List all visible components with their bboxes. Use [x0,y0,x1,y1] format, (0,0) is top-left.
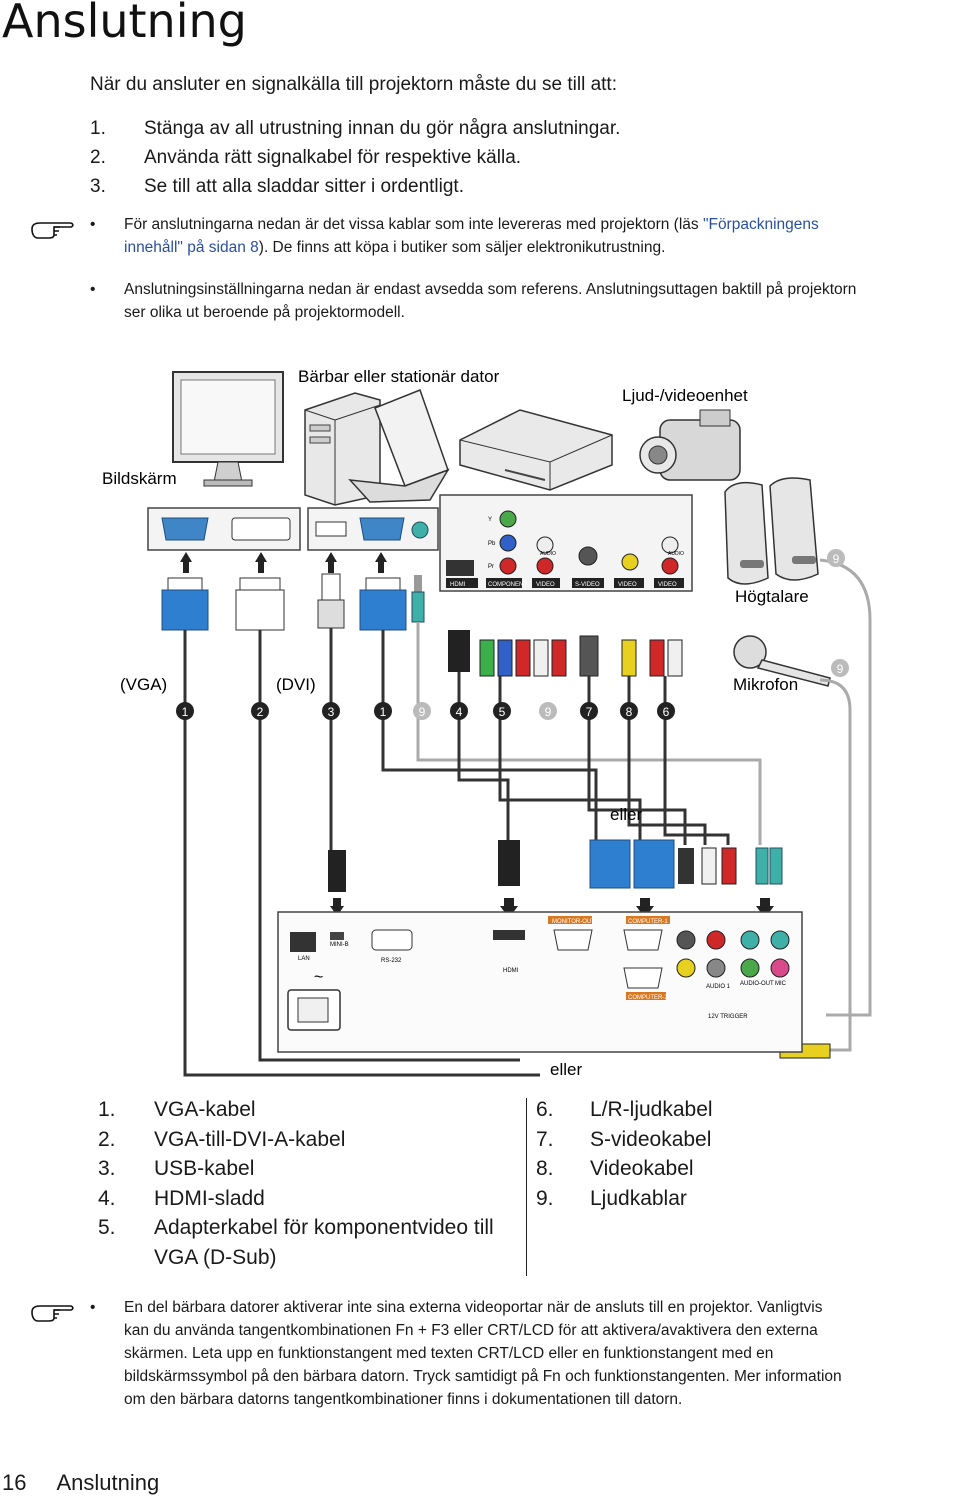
note-line: bildskärmssymbol på den bärbara datorn. Tryck samtidigt på Fn och funktionstangenten. Mer information [124,1368,842,1385]
av-ports-panel [440,495,692,591]
marker-1b: 1 [379,705,387,719]
note-line: om den bärbara datorns tangentkombinationer finns i dokumentationen till datorn. [124,1391,683,1408]
port-label-video: VIDEO [536,582,555,588]
camcorder-illustration [640,410,740,480]
marker-9b: 9 [544,705,552,719]
page-footer [2,1470,189,1496]
marker-7: 7 [585,705,593,719]
legend-number: 1. [98,1098,116,1121]
port-label-audio-out: AUDIO-OUT [740,981,774,987]
bullet-dot: • [90,281,96,298]
legend-text: S-videokabel [590,1127,712,1151]
legend-divider [526,1098,527,1276]
legend-number [98,1246,154,1276]
port-label-pr: Pr [488,564,494,570]
label-speakers: Högtalare [735,587,809,606]
legend-number: 5. [98,1216,116,1239]
marker-8: 8 [625,705,633,719]
marker-3: 3 [327,705,335,719]
legend-text: L/R-ljudkabel [590,1098,713,1121]
marker-5: 5 [498,705,506,719]
legend-text: Videokabel [590,1157,694,1180]
list-item [536,1157,836,1187]
label-dvi: (DVI) [276,675,316,694]
legend-text: VGA (D-Sub) [154,1245,277,1269]
port-label-computer-1: COMPUTER-1 [628,919,668,925]
steps-list [90,118,620,205]
marker-9-speakers: 9 [832,552,840,566]
marker-9-mic: 9 [836,662,844,676]
step-text: Använda rätt signalkabel för respektive källa. [144,147,522,168]
list-item [536,1187,836,1217]
port-label-rs232: RS-232 [381,958,402,964]
projector-rear-panel [278,912,802,1052]
list-item [98,1246,518,1276]
legend-number: 2. [98,1127,116,1151]
list-item [90,118,620,147]
note-text: ser olika ut beroende på projektormodell. [124,304,405,321]
list-item [98,1216,518,1246]
marker-1: 1 [181,705,189,719]
label-or-1: eller [610,805,643,824]
legend-number: 6. [536,1098,554,1121]
legend-number: 9. [536,1186,554,1210]
list-item [90,147,620,176]
port-label-video-3: VIDEO [658,582,677,588]
label-or-2: eller [550,1060,583,1079]
port-arrows [180,552,387,573]
port-label-mini-b: MINI-B [330,942,349,948]
port-label-hdmi-projector: HDMI [503,968,519,974]
list-item [98,1157,518,1187]
legend-number: 4. [98,1186,116,1210]
port-label-trigger: 12V TRIGGER [708,1014,748,1020]
cable-legend-right [536,1098,836,1216]
port-label-svideo: S-VIDEO [575,582,600,588]
note-bullet-bottom [90,1296,950,1416]
label-monitor: Bildskärm [102,469,177,488]
note-line: kan du använda tangentkombinationen Fn + F3 eller CRT/LCD för att aktivera/avaktivera den externa [124,1322,818,1339]
package-contents-link[interactable]: "Förpackningens [702,216,819,233]
legend-text: Adapterkabel för komponentvideo till [154,1216,494,1239]
legend-text: USB-kabel [154,1157,255,1180]
label-av-device: Ljud-/videoenhet [622,386,748,405]
note-line: En del bärbara datorer aktiverar inte sina externa videoportar när de ansluts till en projektor. Vanligtvis [124,1299,823,1316]
port-label-video-2: VIDEO [618,582,637,588]
port-label-monitor-out: MONITOR-OUT [552,919,595,925]
port-label-mic: MIC [775,981,786,987]
label-vga: (VGA) [120,675,168,694]
note-bullet-2 [90,278,950,328]
legend-text: HDMI-sladd [154,1186,265,1210]
marker-6: 6 [662,705,670,719]
computer-ports-panel [148,508,438,550]
marker-4: 4 [455,705,463,719]
bullet-dot: • [90,216,96,233]
port-label-hdmi: HDMI [450,582,466,588]
legend-number: 8. [536,1157,554,1180]
dvd-player-illustration [460,410,612,490]
port-label-y: Y [488,517,493,523]
page-title: Anslutning [2,0,247,48]
ac-symbol: ~ [314,969,324,986]
step-number: 2. [90,147,106,168]
intro-text: När du ansluter en signalkälla till projektorn måste du se till att: [90,74,617,95]
step-text: Stänga av all utrustning innan du gör några anslutningar. [144,118,621,139]
list-item [98,1128,518,1158]
footer-section: Anslutning [56,1470,160,1495]
list-item [536,1098,836,1128]
connection-diagram [0,340,960,1090]
list-item [98,1098,518,1128]
port-label-component: COMPONENT [488,582,527,588]
pointing-hand-icon-2 [30,1298,76,1322]
step-number: 1. [90,118,106,139]
list-item [98,1187,518,1217]
port-label-audio-2: AUDIO [668,551,684,557]
speakers-illustration [725,478,818,584]
port-label-lan: LAN [298,956,310,962]
label-computer: Bärbar eller stationär dator [298,367,500,386]
port-label-pb: Pb [488,541,496,547]
marker-9: 9 [418,705,426,719]
pointing-hand-icon [30,215,76,239]
list-item [90,176,620,205]
package-contents-link-cont[interactable]: innehåll" på sidan 8 [124,239,259,256]
note-text: För anslutningarna nedan är det vissa kablar som inte levereras med projektorn (läs [124,216,703,233]
note-line: skärmen. Leta upp en funktionstangent med texten CRT/LCD eller en funktionstangent med en [124,1345,774,1362]
monitor-illustration [173,372,283,486]
port-label-audio: AUDIO [540,551,556,557]
legend-text: VGA-kabel [154,1098,256,1121]
bullet-dot: • [90,1299,96,1316]
label-microphone: Mikrofon [733,675,799,694]
note-text: ). De finns att köpa i butiker som säljer elektronikutrustning. [258,239,666,256]
port-label-computer-2: COMPUTER-2 [628,995,668,1001]
marker-2: 2 [256,705,264,719]
cable-legend-left [98,1098,518,1275]
legend-number: 3. [98,1157,116,1180]
step-number: 3. [90,176,106,197]
note-bullet-1 [90,213,950,263]
step-text: Se till att alla sladdar sitter i ordentligt. [144,176,464,197]
legend-number: 7. [536,1127,554,1151]
page-number: 16 [2,1470,27,1495]
port-label-audio-1: AUDIO 1 [706,984,731,990]
legend-text: VGA-till-DVI-A-kabel [154,1127,346,1151]
legend-text: Ljudkablar [590,1186,687,1210]
list-item [536,1128,836,1158]
note-text: Anslutningsinställningarna nedan är endast avsedda som referens. Anslutningsuttagen baktill på projektorn [124,281,857,298]
